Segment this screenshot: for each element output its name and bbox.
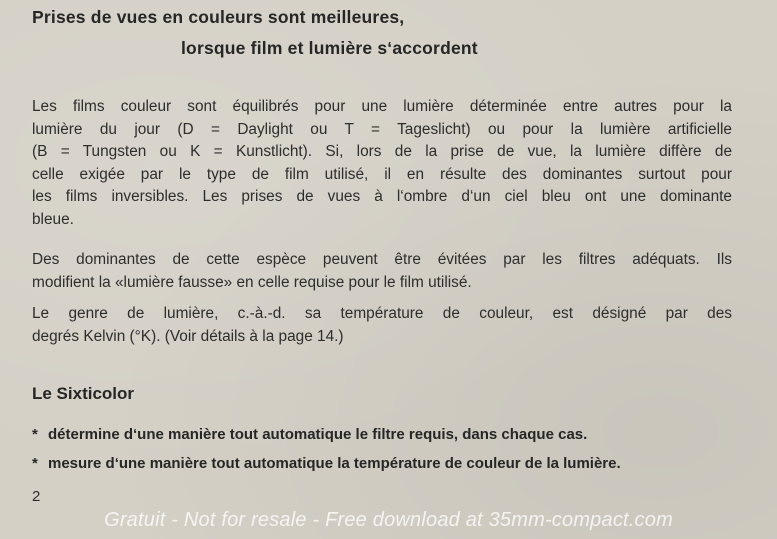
paragraph-line: Le genre de lumière, c.-à.-d. sa température de couleur, est désigné par des (32, 305, 732, 322)
bullet-star-icon: * (32, 455, 38, 472)
bullet-text: mesure d‘une manière tout automatique la température de couleur de la lumière. (48, 455, 621, 472)
bullet-item (32, 455, 621, 472)
section-heading: Le Sixticolor (32, 384, 135, 403)
page-title-line-1: Prises de vues en couleurs sont meilleures, (32, 7, 405, 27)
paragraph-line: celle exigée par le type de film utilisé, il en résulte des dominantes surtout pour (32, 165, 732, 183)
bullet-text: détermine d‘une manière tout automatique le filtre requis, dans chaque cas. (48, 426, 588, 443)
page-title-line-2: lorsque film et lumière s‘accordent (181, 38, 478, 58)
paragraph-filters (32, 249, 732, 294)
page-number: 2 (32, 488, 41, 505)
paragraph-line: les films inversibles. Les prises de vues à l‘ombre d‘un ciel bleu ont une dominante (32, 188, 732, 206)
paragraph-line: degrés Kelvin (°K). (Voir détails à la page 14.) (32, 327, 344, 345)
bullet-item (32, 426, 587, 443)
watermark-text: Gratuit - Not for resale - Free download at 35mm-compact.com (104, 509, 673, 531)
paragraph-film-balance (32, 96, 732, 232)
paragraph-kelvin (32, 303, 732, 348)
paragraph-line: lumière du jour (D = Daylight ou T = Tageslicht) ou pour la lumière artificielle (32, 120, 732, 138)
paragraph-line: Des dominantes de cette espèce peuvent être évitées par les filtres adéquats. Ils (32, 251, 732, 268)
paragraph-line: Les films couleur sont équilibrés pour une lumière déterminée entre autres pour la (32, 98, 732, 115)
bullet-star-icon: * (32, 426, 38, 443)
paragraph-line: (B = Tungsten ou K = Kunstlicht). Si, lors de la prise de vue, la lumière diffère de (32, 143, 732, 161)
paragraph-line: bleue. (32, 210, 74, 228)
paragraph-line: modifient la «lumière fausse» en celle requise pour le film utilisé. (32, 273, 472, 291)
